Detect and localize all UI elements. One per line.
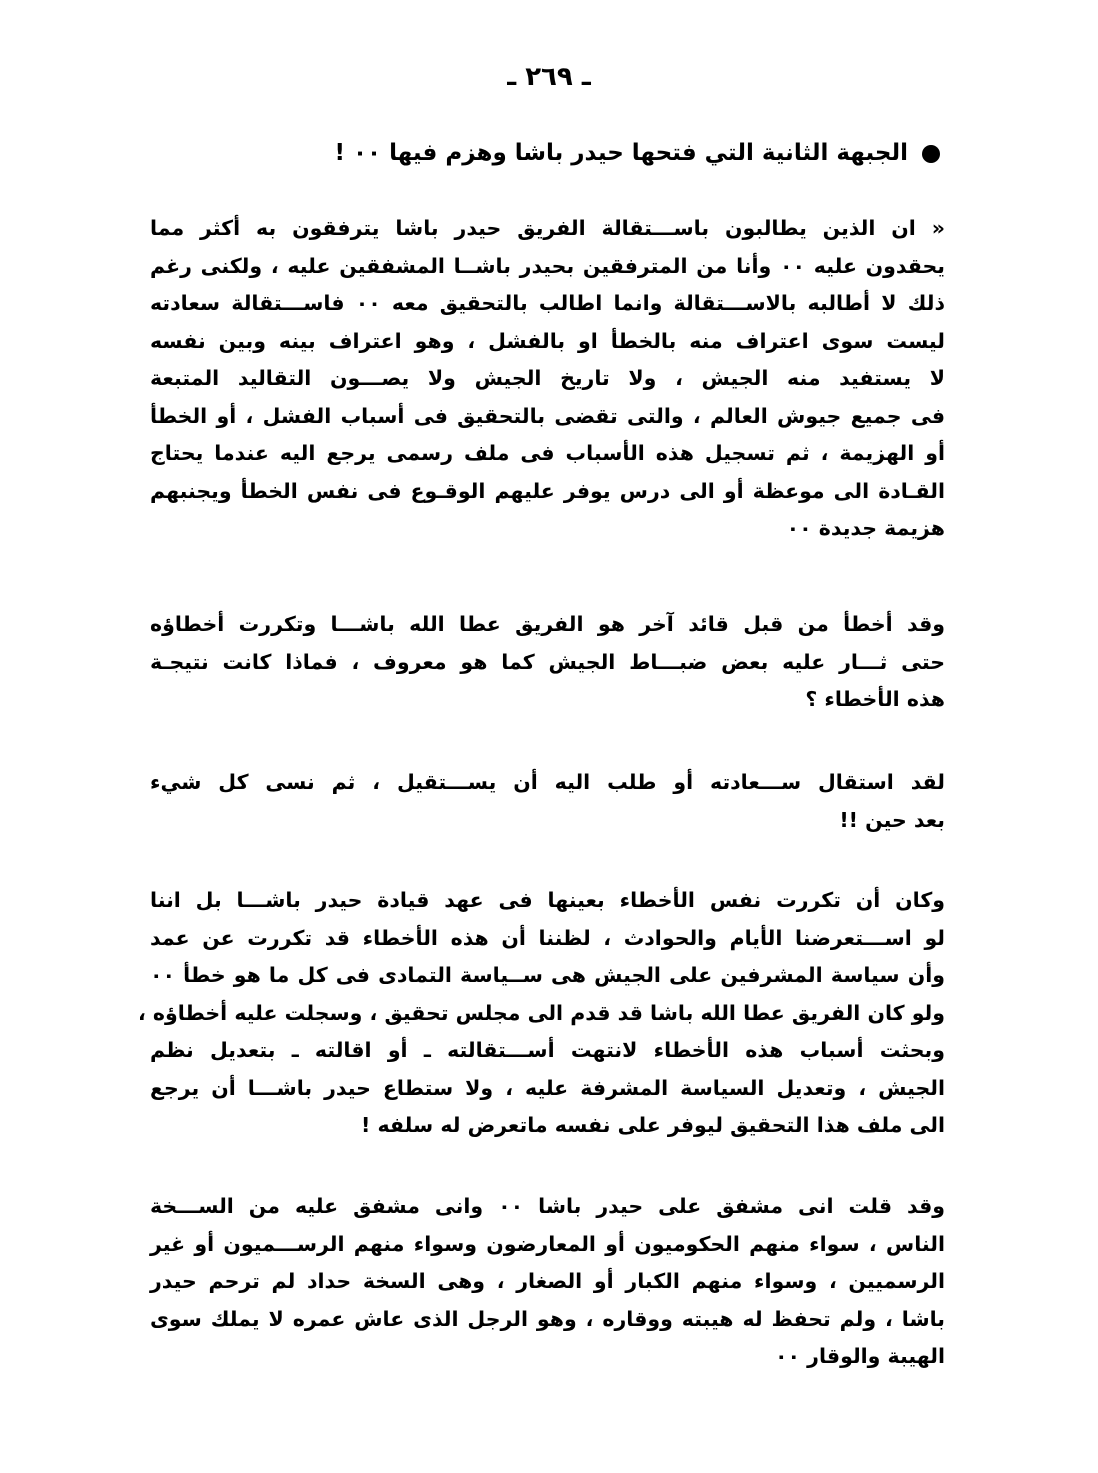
paragraph-line: وقد أخطأ من قبل قائد آخر هو الفريق عطا الله باشـــا وتكررت أخطاؤه	[150, 612, 945, 636]
paragraph-line: ليست سوى اعتراف منه بالخطأ او بالفشل ، وهو اعتراف بينه وبين نفسه	[150, 328, 945, 353]
page-number: ـ ٢٦٩ ـ	[507, 62, 591, 92]
paragraph-line: « ان الذين يطالبون باســـتقالة الفريق حيدر باشا يترفقون به أكثر مما	[150, 216, 945, 240]
paragraph-4	[137, 882, 945, 1145]
paragraph-line: باشا ، ولم تحفظ له هيبته ووقاره ، وهو الرجل الذى عاش عمره لا يملك سوى	[150, 1306, 945, 1331]
paragraph-line: وقد قلت انى مشفق على حيدر باشا ٠٠ وانى مشفق عليه من الســـخة	[150, 1194, 945, 1218]
paragraph-line: الى ملف هذا التحقيق ليوفر على نفسه ماتعرض له سلفه !	[361, 1113, 945, 1137]
paragraph-3	[150, 764, 945, 839]
paragraph-line: الهيبة والوقار ٠٠	[775, 1344, 945, 1368]
paragraph-line: الرسميين ، وسواء منهم الكبار أو الصغار ، وهى السخة حداد لم ترحم حيدر	[150, 1269, 945, 1293]
paragraph-line: وأن سياسة المشرفين على الجيش هى ســياسة التمادى فى كل ما هو خطأ ٠٠	[150, 963, 945, 987]
paragraph-line: لو اســـتعرضنا الأيام والحوادث ، لظننا أن هذه الأخطاء قد تكررت عن عمد	[150, 925, 945, 950]
paragraph-5	[150, 1188, 945, 1376]
paragraph-line: بعد حين !!	[839, 807, 945, 832]
paragraph-line: وبحثت أسباب هذه الأخطاء لانتهت أســـتقالته ـ أو اقالته ـ بتعديل نظم	[150, 1038, 945, 1062]
paragraph-line: أو الهزيمة ، ثم تسجيل هذه الأسباب فى ملف رسمى يرجع اليه عندما يحتاج	[150, 441, 945, 465]
bullet-icon	[922, 145, 940, 163]
paragraph-line: ولو كان الفريق عطا الله باشا قد قدم الى مجلس تحقيق ، وسجلت عليه أخطاؤه ،	[137, 1000, 945, 1025]
paragraph-line: فى جميع جيوش العالم ، والتى تقضى بالتحقيق فى أسباب الفشل ، أو الخطأ	[150, 403, 945, 428]
paragraph-line: ذلك لا أطالبه بالاســـتقالة وانما اطالب بالتحقيق معه ٠٠ فاســـتقالة سعادته	[150, 291, 945, 315]
paragraph-line: الجيش ، وتعديل السياسة المشرفة عليه ، ولا ستطاع حيدر باشـــا أن يرجع	[150, 1075, 945, 1100]
paragraph-2	[150, 606, 945, 719]
paragraph-line: الناس ، سواء منهم الحكوميون أو المعارضون وسواء منهم الرســـميون أو غير	[150, 1231, 945, 1256]
paragraph-line: لا يستفيد منه الجيش ، ولا تاريخ الجيش ولا يصـــون التقاليد المتبعة	[150, 366, 945, 390]
paragraph-line: هذه الأخطاء ؟	[805, 687, 945, 711]
paragraph-line: القـادة الى موعظة أو الى درس يوفر عليهم الوقـوع فى نفس الخطأ ويجنبهم	[150, 478, 945, 503]
paragraph-line: حتى ثـــار عليه بعض ضبـــاط الجيش كما هو معروف ، فماذا كانت نتيجـة	[150, 649, 945, 674]
section-heading	[290, 133, 940, 173]
section-heading-text: الجبهة الثانية التي فتحها حيدر باشا وهزم فيها ٠٠ !	[334, 140, 908, 166]
paragraph-line: هزيمة جديدة ٠٠	[786, 516, 945, 540]
paragraph-line: يحقدون عليه ٠٠ وأنا من المترفقين بحيدر باشــا المشفقين عليه ، ولكنى رغم	[150, 253, 945, 278]
paragraph-line: وكان أن تكررت نفس الأخطاء بعينها فى عهد قيادة حيدر باشـــا بل اننا	[150, 888, 945, 912]
paragraph-line: لقد استقال ســـعادته أو طلب اليه أن يســـتقيل ، ثم نسى كل شيء	[150, 770, 945, 794]
paragraph-1	[150, 210, 945, 548]
